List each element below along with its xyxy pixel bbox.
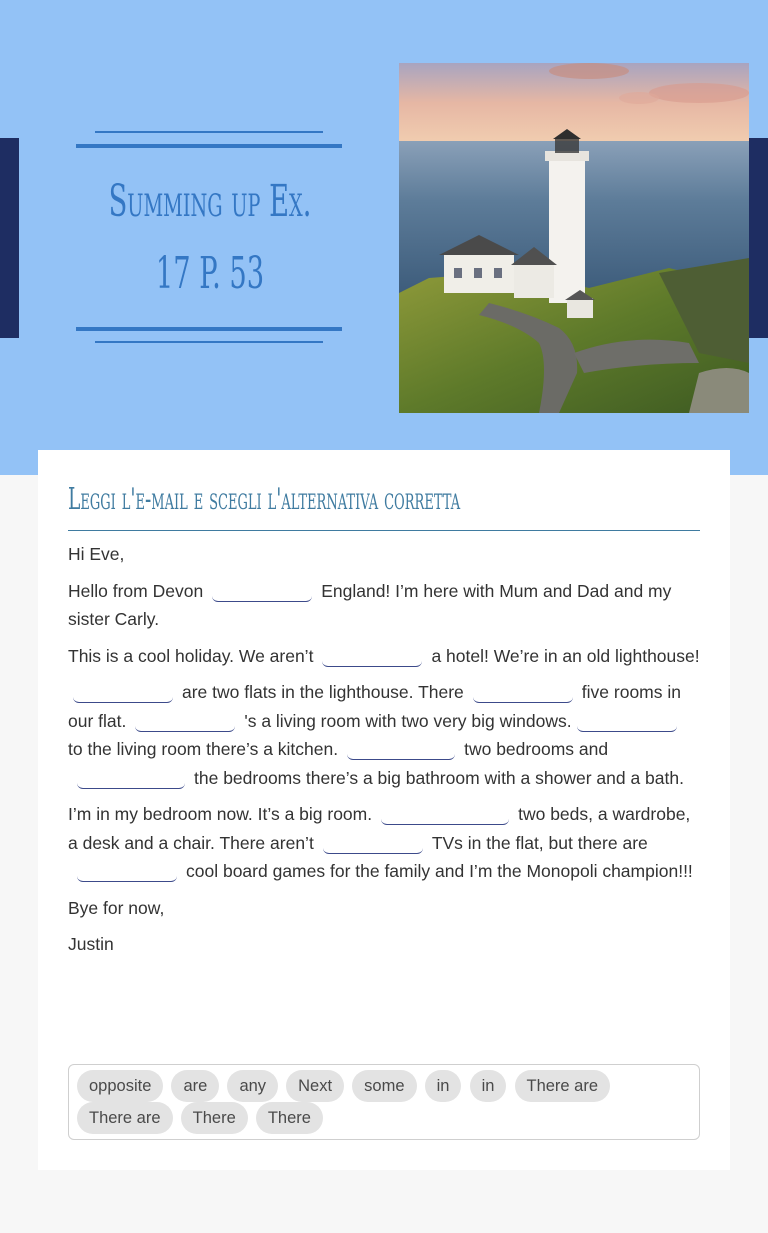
word-chip[interactable]: There <box>181 1102 248 1134</box>
word-chip[interactable]: There are <box>515 1070 611 1102</box>
word-chip[interactable]: any <box>227 1070 278 1102</box>
left-accent-bar <box>0 138 19 338</box>
p3-text-a: are two flats in the lighthouse. There <box>182 682 464 702</box>
lighthouse-illustration <box>399 63 749 413</box>
blank-6[interactable] <box>577 710 677 732</box>
email-text <box>68 540 700 967</box>
blank-11[interactable] <box>77 860 177 882</box>
closing <box>68 894 700 923</box>
title-rule-bottom-thin <box>95 341 323 343</box>
title-rule-top-thin <box>95 131 323 133</box>
word-chip[interactable]: in <box>470 1070 507 1102</box>
word-bank <box>68 1064 700 1140</box>
blank-10[interactable] <box>323 832 423 854</box>
page-title: Summing up Ex. 17 P. 53 <box>108 176 312 299</box>
p3-text-c: 's a living room with two very big windows. <box>244 710 572 731</box>
word-bank-row-1 <box>77 1070 691 1102</box>
p3-text-f: the bedrooms there’s a big bathroom with a shower and a bath. <box>194 767 684 788</box>
blank-7[interactable] <box>347 738 455 760</box>
right-accent-bar <box>749 138 768 338</box>
paragraph-2 <box>68 642 700 671</box>
greeting-text: Hi Eve, <box>68 544 125 564</box>
paragraph-1 <box>68 577 700 634</box>
signature-text: Justin <box>68 934 114 954</box>
greeting <box>68 540 700 569</box>
p2-text-b: a hotel! We’re in an old lighthouse! <box>431 645 700 666</box>
p4-text-d: cool board games for the family and I’m the Monopoli champion!!! <box>186 861 693 881</box>
blank-4[interactable] <box>473 681 573 703</box>
title-rule-bottom-thick <box>76 327 342 331</box>
p3-text-b: five rooms in our flat. <box>68 682 681 731</box>
paragraph-3 <box>68 678 700 792</box>
blank-9[interactable] <box>381 803 509 825</box>
paragraph-4 <box>68 800 700 886</box>
exercise-title-rule <box>68 530 700 531</box>
blank-1[interactable] <box>212 580 312 602</box>
p2-text-a: This is a cool holiday. We aren’t <box>68 645 314 666</box>
signature <box>68 930 700 959</box>
blank-5[interactable] <box>135 710 235 732</box>
p1-text-b: England! I’m here with Mum and Dad and my sister Carly. <box>68 580 672 629</box>
word-chip[interactable]: are <box>171 1070 219 1102</box>
p4-text-a: I’m in my bedroom now. It’s a big room. <box>68 804 373 824</box>
lighthouse-photo <box>399 63 749 413</box>
p4-text-c: TVs in the flat, but there are <box>431 832 648 853</box>
word-chip[interactable]: in <box>425 1070 462 1102</box>
closing-text: Bye for now, <box>68 897 165 918</box>
p3-text-e: two bedrooms and <box>464 739 609 759</box>
p1-text-a: Hello from Devon <box>68 580 204 601</box>
blank-8[interactable] <box>77 767 185 789</box>
word-chip[interactable]: There are <box>77 1102 173 1134</box>
title-rule-top-thick <box>76 144 342 148</box>
word-chip[interactable]: some <box>352 1070 416 1102</box>
word-chip[interactable]: There <box>256 1102 323 1134</box>
blank-2[interactable] <box>322 645 422 667</box>
word-chip[interactable]: opposite <box>77 1070 163 1102</box>
exercise-title: Leggi l'e-mail e scegli l'alternativa corretta <box>68 482 461 517</box>
word-bank-row-2 <box>77 1102 691 1134</box>
p3-text-d: to the living room there’s a kitchen. <box>68 739 339 759</box>
blank-3[interactable] <box>73 681 173 703</box>
word-chip[interactable]: Next <box>286 1070 344 1102</box>
p4-text-b: two beds, a wardrobe, a desk and a chair. There aren’t <box>68 804 691 853</box>
